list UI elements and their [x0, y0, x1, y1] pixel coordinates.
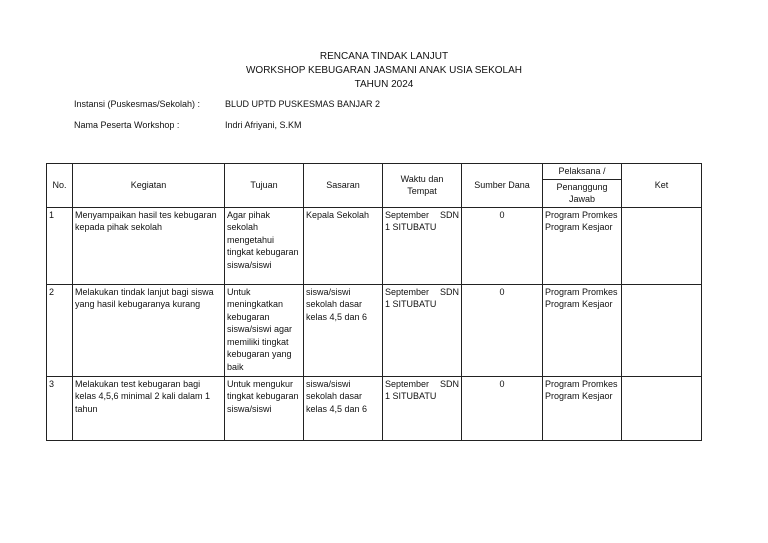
rencana-table	[46, 163, 702, 441]
cell-sasaran: siswa/siswi sekolah dasar kelas 4,5 dan 6	[304, 376, 383, 440]
waktu-place: 1 SITUBATU	[385, 299, 437, 309]
cell-tujuan: Untuk mengukur tingkat kebugaran siswa/siswi	[225, 376, 304, 440]
col-no: No.	[47, 164, 73, 208]
cell-kegiatan: Melakukan tindak lanjut bagi siswa yang hasil kebugaranya kurang	[73, 284, 225, 376]
cell-no: 1	[47, 207, 73, 284]
cell-sumber: 0	[462, 284, 543, 376]
pelaksana-1: Program Promkes	[545, 209, 618, 220]
cell-waktu	[383, 284, 462, 376]
pelaksana-2: Program Kesjaor	[545, 222, 613, 232]
pelaksana-2: Program Kesjaor	[545, 299, 613, 309]
cell-sasaran: Kepala Sekolah	[304, 207, 383, 284]
cell-no: 3	[47, 376, 73, 440]
cell-tujuan: Untuk meningkatkan kebugaran siswa/siswi agar memiliki tingkat kebugaran yang baik	[225, 284, 304, 376]
instansi-value: BLUD UPTD PUSKESMAS BANJAR 2	[225, 99, 381, 109]
cell-sumber: 0	[462, 376, 543, 440]
pelaksana-2: Program Kesjaor	[545, 391, 613, 401]
table-row	[47, 376, 702, 440]
waktu-sdn: SDN	[439, 378, 459, 389]
header-row	[47, 164, 702, 180]
doc-subtitle: WORKSHOP KEBUGARAN JASMANI ANAK USIA SEKOLAH	[245, 65, 522, 76]
waktu-month: September	[385, 286, 430, 297]
col-waktu: Waktu dan Tempat	[383, 164, 462, 208]
waktu-sdn: SDN	[439, 209, 459, 220]
instansi-label: Instansi (Puskesmas/Sekolah) :	[74, 99, 201, 109]
cell-waktu	[383, 207, 462, 284]
cell-pelaksana	[543, 207, 622, 284]
cell-ket	[622, 284, 702, 376]
cell-ket	[622, 376, 702, 440]
cell-no: 2	[47, 284, 73, 376]
cell-sasaran: siswa/siswi sekolah dasar kelas 4,5 dan 6	[304, 284, 383, 376]
waktu-sdn: SDN	[439, 286, 459, 297]
table-row	[47, 207, 702, 284]
cell-waktu	[383, 376, 462, 440]
col-sasaran: Sasaran	[304, 164, 383, 208]
col-pelaksana-top: Pelaksana /	[543, 164, 622, 180]
pelaksana-1: Program Promkes	[545, 286, 618, 297]
doc-year: TAHUN 2024	[354, 79, 414, 90]
waktu-month: September	[385, 378, 430, 389]
cell-kegiatan: Menyampaikan hasil tes kebugaran kepada pihak sekolah	[73, 207, 225, 284]
cell-pelaksana	[543, 284, 622, 376]
cell-kegiatan: Melakukan test kebugaran bagi kelas 4,5,6 minimal 2 kali dalam 1 tahun	[73, 376, 225, 440]
col-tujuan: Tujuan	[225, 164, 304, 208]
cell-sumber: 0	[462, 207, 543, 284]
cell-tujuan: Agar pihak sekolah mengetahui tingkat kebugaran siswa/siswi	[225, 207, 304, 284]
col-pelaksana-bottom: Penanggung Jawab	[543, 179, 622, 207]
cell-ket	[622, 207, 702, 284]
waktu-place: 1 SITUBATU	[385, 391, 437, 401]
cell-pelaksana	[543, 376, 622, 440]
peserta-label: Nama Peserta Workshop :	[74, 120, 180, 130]
col-ket: Ket	[622, 164, 702, 208]
col-kegiatan: Kegiatan	[73, 164, 225, 208]
doc-title: RENCANA TINDAK LANJUT	[319, 51, 449, 62]
table-row	[47, 284, 702, 376]
waktu-month: September	[385, 209, 430, 220]
pelaksana-1: Program Promkes	[545, 378, 618, 389]
waktu-place: 1 SITUBATU	[385, 222, 437, 232]
peserta-value: Indri Afriyani, S.KM	[225, 120, 302, 130]
col-sumber: Sumber Dana	[462, 164, 543, 208]
